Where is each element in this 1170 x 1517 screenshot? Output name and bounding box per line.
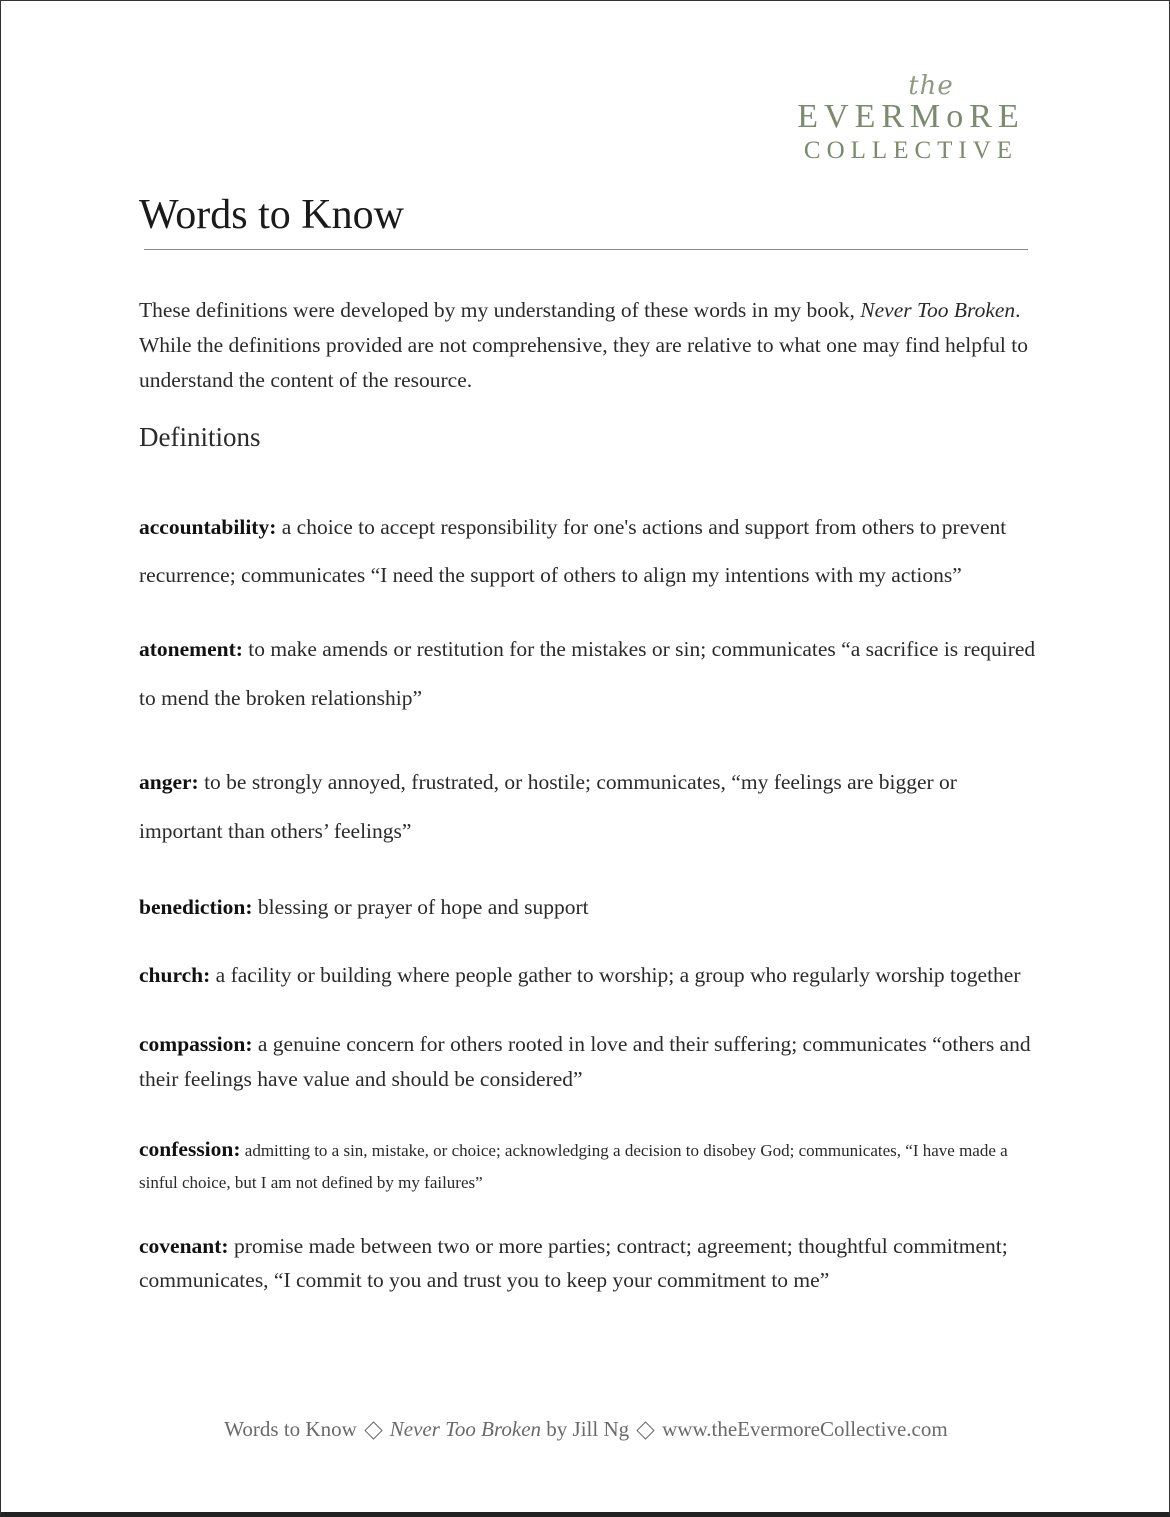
definition-term: covenant: <box>139 1234 229 1258</box>
footer-book-title: Never Too Broken <box>389 1417 542 1441</box>
intro-book-title: Never Too Broken <box>860 298 1016 322</box>
definition-term: compassion: <box>139 1032 253 1056</box>
definition-text: a choice to accept responsibility for one's actions and support from others to prevent recurrence; communicates “I need the support of others to align my intentions with my actions” <box>139 515 1007 587</box>
definition-term: confession: <box>139 1137 241 1161</box>
definition-atonement <box>139 625 1039 723</box>
definition-text: to make amends or restitution for the mistakes or sin; communicates “a sacrifice is required to mend the broken relationship” <box>139 637 1036 710</box>
definition-text: to be strongly annoyed, frustrated, or hostile; communicates, “my feelings are bigger or important than others’ feelings” <box>139 770 957 843</box>
definition-compassion <box>139 1027 1039 1097</box>
title-divider <box>144 249 1028 250</box>
definition-text: a genuine concern for others rooted in love and their suffering; communicates “others and their feelings have value and should be considered” <box>139 1032 1031 1091</box>
definition-covenant <box>139 1229 1039 1297</box>
footer-author: by Jill Ng <box>541 1417 630 1441</box>
intro-text-start: These definitions were developed by my understanding of these words in my book, <box>139 298 861 322</box>
evermore-collective-logo <box>791 73 1031 165</box>
page-title: Words to Know <box>139 192 404 238</box>
logo-collective-text: COLLECTIVE <box>803 137 1019 164</box>
intro-paragraph <box>139 293 1044 398</box>
definition-term: anger: <box>139 770 199 794</box>
definition-term: accountability: <box>139 515 277 539</box>
diamond-separator-icon <box>636 1421 654 1439</box>
diamond-separator-icon <box>364 1421 382 1439</box>
intro-text-end: . While the definitions provided are not comprehensive, they are relative to what one may find helpful to understand the content of the resource. <box>139 298 1028 392</box>
footer-website-link[interactable]: www.theEvermoreCollective.com <box>662 1417 948 1441</box>
definition-anger <box>139 758 1039 856</box>
definition-confession <box>139 1134 1039 1198</box>
definition-term: benediction: <box>139 895 253 919</box>
definition-text: a facility or building where people gather to worship; a group who regularly worship together <box>210 963 1021 987</box>
logo-evermore-text: EVERMoRE <box>797 98 1025 135</box>
definition-church <box>139 958 1039 992</box>
footer-title: Words to Know <box>224 1417 357 1441</box>
definition-accountability <box>139 503 1039 599</box>
definition-text: admitting to a sin, mistake, or choice; acknowledging a decision to disobey God; communicates, “I have made a sinful choice, but I am not defined by my failures” <box>139 1141 1008 1192</box>
definition-text: promise made between two or more parties; contract; agreement; thoughtful commitment; communicates, “I commit to you and trust you to keep your commitment to me” <box>139 1234 1008 1292</box>
definition-benediction <box>139 890 1039 924</box>
definition-text: blessing or prayer of hope and support <box>252 895 589 919</box>
definition-term: atonement: <box>139 637 243 661</box>
logo-the-script: the <box>908 71 954 101</box>
definitions-heading: Definitions <box>139 422 261 452</box>
page-footer <box>1 1417 1170 1442</box>
definition-term: church: <box>139 963 211 987</box>
